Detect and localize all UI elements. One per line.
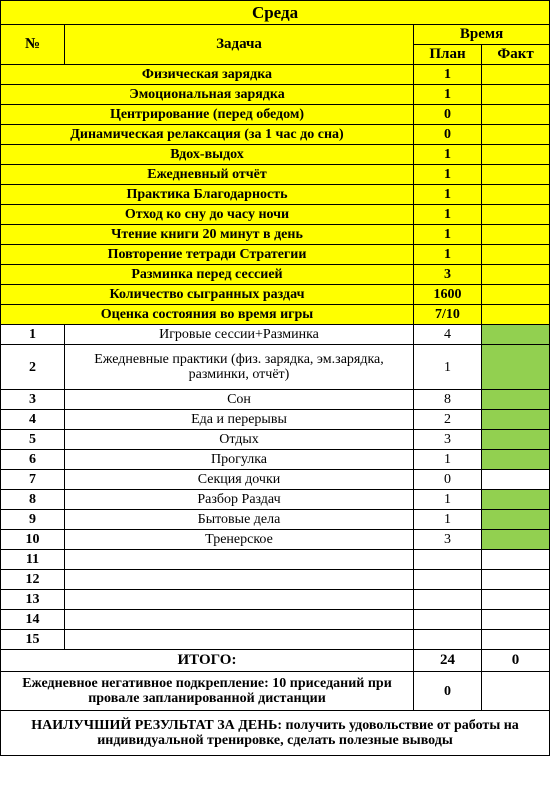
task-name[interactable]: Отдых bbox=[65, 430, 414, 450]
daily-item-row bbox=[1, 105, 550, 125]
task-plan[interactable]: 2 bbox=[414, 410, 482, 430]
daily-item-plan[interactable]: 7/10 bbox=[414, 305, 482, 325]
totals-fact: 0 bbox=[482, 650, 550, 672]
task-name[interactable]: Сон bbox=[65, 390, 414, 410]
task-plan[interactable]: 0 bbox=[414, 470, 482, 490]
task-fact[interactable] bbox=[482, 610, 550, 630]
task-row bbox=[1, 390, 550, 410]
daily-item-row bbox=[1, 85, 550, 105]
daily-item-task: Разминка перед сессией bbox=[1, 265, 414, 285]
daily-item-plan[interactable]: 1 bbox=[414, 225, 482, 245]
daily-item-row bbox=[1, 305, 550, 325]
day-title: Среда bbox=[1, 1, 550, 25]
task-fact[interactable] bbox=[482, 630, 550, 650]
daily-item-plan[interactable]: 1 bbox=[414, 185, 482, 205]
daily-item-row bbox=[1, 185, 550, 205]
task-name[interactable]: Прогулка bbox=[65, 450, 414, 470]
task-number: 13 bbox=[1, 590, 65, 610]
task-name[interactable]: Ежедневные практики (физ. зарядка, эм.зарядка, разминки, отчёт) bbox=[65, 345, 414, 390]
day-title-row bbox=[1, 1, 550, 25]
task-name[interactable]: Разбор Раздач bbox=[65, 490, 414, 510]
task-row bbox=[1, 570, 550, 590]
task-row bbox=[1, 345, 550, 390]
task-row bbox=[1, 410, 550, 430]
task-fact[interactable] bbox=[482, 590, 550, 610]
task-fact[interactable] bbox=[482, 510, 550, 530]
task-number: 9 bbox=[1, 510, 65, 530]
daily-item-task: Чтение книги 20 минут в день bbox=[1, 225, 414, 245]
daily-item-task: Физическая зарядка bbox=[1, 65, 414, 85]
task-fact[interactable] bbox=[482, 570, 550, 590]
daily-item-fact[interactable] bbox=[482, 225, 550, 245]
task-plan[interactable]: 3 bbox=[414, 530, 482, 550]
best-result-text: НАИЛУЧШИЙ РЕЗУЛЬТАТ ЗА ДЕНЬ: получить удовольствие от работы на индивидуальной тренировке, сделать полезные выводы bbox=[1, 711, 550, 756]
task-fact[interactable] bbox=[482, 410, 550, 430]
daily-item-row bbox=[1, 265, 550, 285]
task-plan[interactable]: 4 bbox=[414, 325, 482, 345]
task-plan[interactable]: 8 bbox=[414, 390, 482, 410]
task-row bbox=[1, 430, 550, 450]
totals-row bbox=[1, 650, 550, 672]
task-number: 2 bbox=[1, 345, 65, 390]
daily-item-fact[interactable] bbox=[482, 265, 550, 285]
task-number: 10 bbox=[1, 530, 65, 550]
col-num-header: № bbox=[1, 25, 65, 65]
task-number: 4 bbox=[1, 410, 65, 430]
col-fact-header: Факт bbox=[482, 45, 550, 65]
daily-item-task: Практика Благодарность bbox=[1, 185, 414, 205]
daily-item-fact[interactable] bbox=[482, 65, 550, 85]
daily-item-task: Динамическая релаксация (за 1 час до сна) bbox=[1, 125, 414, 145]
task-fact[interactable] bbox=[482, 530, 550, 550]
task-name[interactable] bbox=[65, 590, 414, 610]
daily-item-fact[interactable] bbox=[482, 85, 550, 105]
daily-item-task: Вдох-выдох bbox=[1, 145, 414, 165]
daily-item-plan[interactable]: 1 bbox=[414, 165, 482, 185]
daily-item-plan[interactable]: 1 bbox=[414, 85, 482, 105]
task-number: 3 bbox=[1, 390, 65, 410]
daily-item-task: Центрирование (перед обедом) bbox=[1, 105, 414, 125]
daily-item-fact[interactable] bbox=[482, 305, 550, 325]
daily-item-task: Количество сыгранных раздач bbox=[1, 285, 414, 305]
negative-reinforcement-fact[interactable] bbox=[482, 672, 550, 711]
daily-item-fact[interactable] bbox=[482, 165, 550, 185]
daily-item-fact[interactable] bbox=[482, 105, 550, 125]
task-row bbox=[1, 470, 550, 490]
daily-item-plan[interactable]: 1 bbox=[414, 65, 482, 85]
task-row bbox=[1, 550, 550, 570]
task-number: 12 bbox=[1, 570, 65, 590]
task-number: 11 bbox=[1, 550, 65, 570]
daily-item-fact[interactable] bbox=[482, 205, 550, 225]
task-plan[interactable]: 1 bbox=[414, 510, 482, 530]
task-number: 5 bbox=[1, 430, 65, 450]
task-plan[interactable]: 1 bbox=[414, 450, 482, 470]
daily-item-row bbox=[1, 205, 550, 225]
daily-item-row bbox=[1, 165, 550, 185]
daily-item-row bbox=[1, 225, 550, 245]
daily-item-row bbox=[1, 285, 550, 305]
task-row bbox=[1, 325, 550, 345]
task-fact[interactable] bbox=[482, 325, 550, 345]
daily-item-fact[interactable] bbox=[482, 125, 550, 145]
task-plan[interactable] bbox=[414, 630, 482, 650]
daily-item-row bbox=[1, 145, 550, 165]
task-number: 6 bbox=[1, 450, 65, 470]
col-time-header: Время bbox=[414, 25, 550, 45]
daily-item-fact[interactable] bbox=[482, 145, 550, 165]
task-row bbox=[1, 510, 550, 530]
task-row bbox=[1, 450, 550, 470]
task-plan[interactable] bbox=[414, 550, 482, 570]
totals-plan: 24 bbox=[414, 650, 482, 672]
task-number: 8 bbox=[1, 490, 65, 510]
task-plan[interactable]: 1 bbox=[414, 345, 482, 390]
daily-item-row bbox=[1, 245, 550, 265]
negative-reinforcement-text: Ежедневное негативное подкрепление: 10 приседаний при провале запланированной дистанции bbox=[1, 672, 414, 711]
task-row bbox=[1, 530, 550, 550]
task-row bbox=[1, 490, 550, 510]
task-plan[interactable] bbox=[414, 590, 482, 610]
task-fact[interactable] bbox=[482, 490, 550, 510]
daily-item-task: Отход ко сну до часу ночи bbox=[1, 205, 414, 225]
task-name[interactable]: Тренерское bbox=[65, 530, 414, 550]
daily-item-task: Ежедневный отчёт bbox=[1, 165, 414, 185]
col-task-header: Задача bbox=[65, 25, 414, 65]
task-name[interactable]: Бытовые дела bbox=[65, 510, 414, 530]
daily-item-plan[interactable]: 1 bbox=[414, 145, 482, 165]
task-number: 14 bbox=[1, 610, 65, 630]
task-name[interactable] bbox=[65, 570, 414, 590]
daily-item-plan[interactable]: 1 bbox=[414, 205, 482, 225]
task-number: 1 bbox=[1, 325, 65, 345]
col-plan-header: План bbox=[414, 45, 482, 65]
task-row bbox=[1, 610, 550, 630]
task-fact[interactable] bbox=[482, 550, 550, 570]
daily-item-task: Повторение тетради Стратегии bbox=[1, 245, 414, 265]
task-plan[interactable] bbox=[414, 570, 482, 590]
daily-item-row bbox=[1, 125, 550, 145]
task-number: 7 bbox=[1, 470, 65, 490]
totals-label: ИТОГО: bbox=[1, 650, 414, 672]
daily-item-fact[interactable] bbox=[482, 245, 550, 265]
daily-item-plan[interactable]: 3 bbox=[414, 265, 482, 285]
task-fact[interactable] bbox=[482, 470, 550, 490]
daily-item-plan[interactable]: 0 bbox=[414, 125, 482, 145]
task-fact[interactable] bbox=[482, 390, 550, 410]
task-fact[interactable] bbox=[482, 430, 550, 450]
header-row bbox=[1, 25, 550, 45]
daily-item-plan[interactable]: 1 bbox=[414, 245, 482, 265]
task-fact[interactable] bbox=[482, 450, 550, 470]
task-row bbox=[1, 590, 550, 610]
daily-item-task: Оценка состояния во время игры bbox=[1, 305, 414, 325]
task-name[interactable] bbox=[65, 550, 414, 570]
negative-reinforcement-value[interactable]: 0 bbox=[414, 672, 482, 711]
daily-item-row bbox=[1, 65, 550, 85]
negative-reinforcement-row bbox=[1, 672, 550, 711]
task-plan[interactable] bbox=[414, 610, 482, 630]
best-result-row bbox=[1, 711, 550, 756]
task-name[interactable]: Игровые сессии+Разминка bbox=[65, 325, 414, 345]
task-plan[interactable]: 1 bbox=[414, 490, 482, 510]
daily-item-fact[interactable] bbox=[482, 285, 550, 305]
daily-item-fact[interactable] bbox=[482, 185, 550, 205]
task-name[interactable] bbox=[65, 610, 414, 630]
task-name[interactable]: Секция дочки bbox=[65, 470, 414, 490]
task-name[interactable] bbox=[65, 630, 414, 650]
daily-item-plan[interactable]: 0 bbox=[414, 105, 482, 125]
task-fact[interactable] bbox=[482, 345, 550, 390]
task-row bbox=[1, 630, 550, 650]
daily-item-task: Эмоциональная зарядка bbox=[1, 85, 414, 105]
task-plan[interactable]: 3 bbox=[414, 430, 482, 450]
task-number: 15 bbox=[1, 630, 65, 650]
task-name[interactable]: Еда и перерывы bbox=[65, 410, 414, 430]
daily-item-plan[interactable]: 1600 bbox=[414, 285, 482, 305]
